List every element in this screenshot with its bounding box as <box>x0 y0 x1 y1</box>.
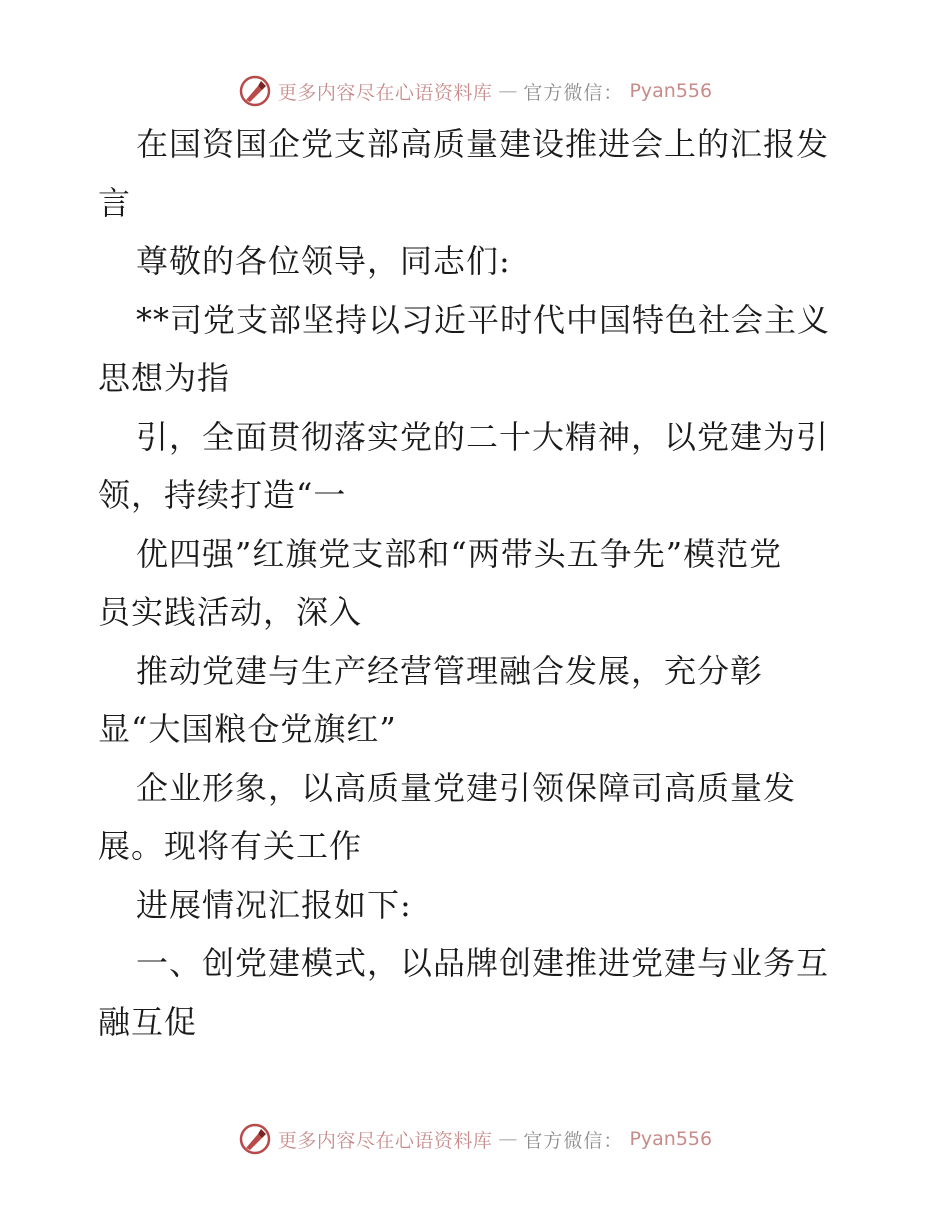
watermark-text: 更多内容尽在心语资料库 <box>277 81 493 104</box>
watermark-separator: — <box>498 80 518 102</box>
document-body <box>98 115 858 1051</box>
doc-line: 引，全面贯彻落实党的二十大精神，以党建为引 <box>136 417 830 456</box>
watermark-label: 官方微信： <box>523 1129 624 1152</box>
watermark-separator: — <box>498 1128 518 1150</box>
doc-line: 推动党建与生产经营管理融合发展，充分彰 <box>136 651 764 690</box>
doc-line: 融互促 <box>98 1002 198 1041</box>
doc-line: 展。现将有关工作 <box>98 827 363 865</box>
watermark-text: 更多内容尽在心语资料库 <box>277 1129 493 1152</box>
doc-line: 企业形象，以高质量党建引领保障司高质量发 <box>136 768 797 807</box>
watermark-label: 官方微信： <box>523 81 624 104</box>
doc-line: 言 <box>98 183 132 222</box>
doc-line: 领，持续打造“一 <box>98 476 347 514</box>
doc-line: 优四强”红旗党支部和“两带头五争先”模范党 <box>136 534 783 573</box>
header-watermark <box>0 71 950 111</box>
doc-line: 在国资国企党支部高质量建设推进会上的汇报发 <box>136 125 830 163</box>
doc-line: 显“大国粮仓党旗红” <box>98 710 397 748</box>
pen-nib-logo-icon <box>238 74 272 108</box>
pen-nib-logo-icon <box>238 1122 272 1156</box>
doc-line: 尊敬的各位领导，同志们: <box>136 242 511 280</box>
watermark-wechat-id: Pyan556 <box>629 1128 713 1150</box>
footer-watermark <box>0 1119 950 1159</box>
doc-line: 一、创党建模式，以品牌创建推进党建与业务互 <box>136 944 830 982</box>
doc-line: 进展情况汇报如下: <box>136 885 412 924</box>
doc-line: 思想为指 <box>98 359 231 397</box>
doc-line: **司党支部坚持以习近平时代中国特色社会主义 <box>136 300 831 339</box>
watermark-wechat-id: Pyan556 <box>629 80 713 102</box>
doc-line: 员实践活动，深入 <box>98 593 363 631</box>
